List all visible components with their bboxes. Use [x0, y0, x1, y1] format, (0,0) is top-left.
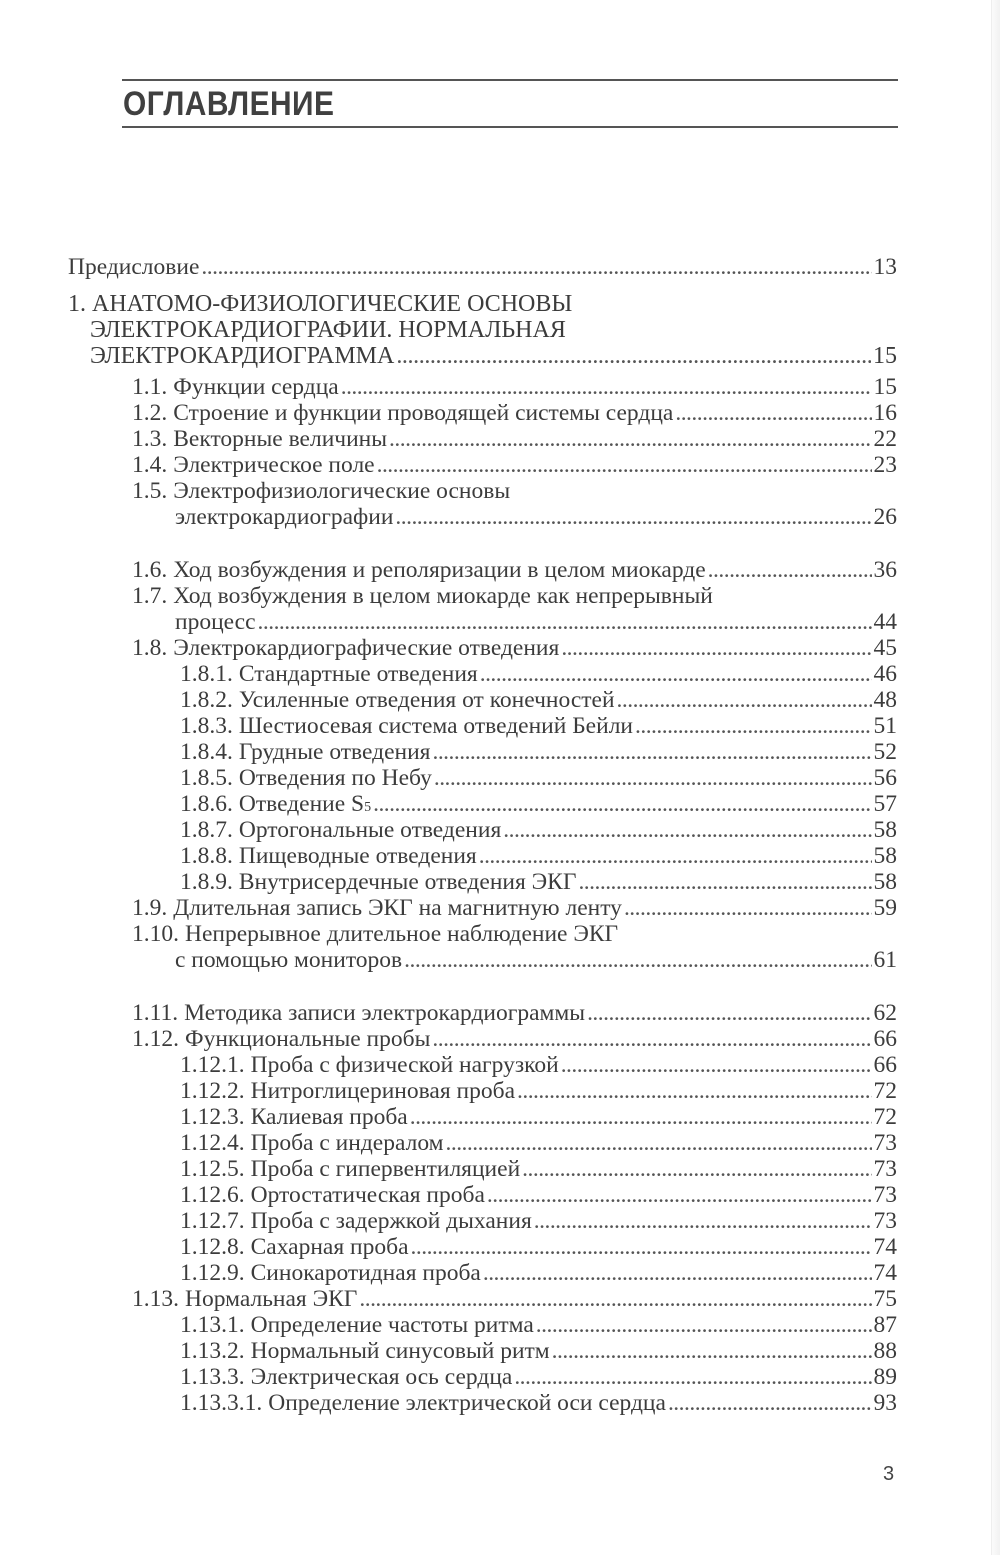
- toc-entry-page: 56: [873, 765, 897, 791]
- page-edge: [991, 0, 1000, 1555]
- toc-entry-title: Нормальная ЭКГ: [185, 1286, 358, 1312]
- toc-entry-title: Электрокардиографические отведения: [173, 635, 560, 661]
- dot-leader: [675, 401, 871, 426]
- toc-entry-title: Определение частоты ритма: [250, 1312, 534, 1338]
- dot-leader: [552, 1339, 872, 1364]
- toc-entry-page: 48: [873, 687, 897, 713]
- toc-entry-page: 44: [873, 609, 897, 635]
- toc-entry-title-continued: процесс: [175, 609, 256, 635]
- toc-entry-page: 23: [873, 452, 897, 478]
- toc-entry-page: 66: [873, 1052, 897, 1078]
- toc-entry-title-continued: с помощью мониторов: [175, 947, 403, 973]
- toc-entry-number: 1.8.5.: [180, 765, 233, 791]
- toc-entry-number: 1.7.: [132, 583, 168, 609]
- dot-leader: [536, 1313, 872, 1338]
- toc-entry-title: Методика записи электрокардиограммы: [184, 1000, 586, 1026]
- dot-leader: [708, 558, 872, 583]
- dot-leader: [258, 610, 872, 635]
- toc-entry-page: 88: [873, 1338, 897, 1364]
- toc-entry-title: Стандартные отведения: [238, 661, 478, 687]
- toc-entry-number: 1.13.2.: [180, 1338, 245, 1364]
- toc-entry-number: 1.12.: [132, 1026, 179, 1052]
- dot-leader: [534, 1209, 872, 1234]
- dot-leader: [587, 1001, 871, 1026]
- toc-entry-page: 26: [873, 504, 897, 530]
- toc-entry-number: 1.12.9.: [180, 1260, 245, 1286]
- dot-leader: [359, 1287, 871, 1312]
- dot-leader: [410, 1105, 872, 1130]
- toc-entry-title: Калиевая проба: [250, 1104, 408, 1130]
- toc-entry-number: 1.12.2.: [180, 1078, 245, 1104]
- toc-entry-page: 72: [873, 1104, 897, 1130]
- dot-leader: [395, 505, 871, 530]
- toc-entry-number: 1.5.: [132, 478, 168, 504]
- dot-leader: [483, 1261, 872, 1286]
- toc-entry-title: Синокаротидная проба: [250, 1260, 481, 1286]
- dot-leader: [389, 427, 871, 452]
- toc-entry-title: Функциональные пробы: [185, 1026, 431, 1052]
- toc-entry-title: Электрофизиологические основы: [173, 478, 511, 504]
- toc-entry-number: 1.13.: [132, 1286, 179, 1312]
- toc-entry-number: 1.12.5.: [180, 1156, 245, 1182]
- toc-entry-title: Функции сердца: [173, 374, 339, 400]
- toc-entry-page: 93: [873, 1390, 897, 1416]
- toc-entry-number: 1.6.: [132, 557, 168, 583]
- heading-rule-top: [122, 79, 898, 81]
- toc-entry-number: 1.11.: [132, 1000, 179, 1026]
- dot-leader: [522, 1157, 871, 1182]
- toc-entry-title: Грудные отведения: [238, 739, 431, 765]
- page-title: ОГЛАВЛЕНИЕ: [123, 85, 335, 123]
- toc-entry-title: Непрерывное длительное наблюдение ЭКГ: [185, 921, 619, 947]
- toc-entry-page: 74: [873, 1260, 897, 1286]
- toc-entry-number: 1.8.7.: [180, 817, 233, 843]
- toc-entry-page: 58: [873, 843, 897, 869]
- toc-entry-number: 1.12.7.: [180, 1208, 245, 1234]
- dot-leader: [517, 1079, 872, 1104]
- toc-entry-page: 51: [873, 713, 897, 739]
- dot-leader: [446, 1131, 872, 1156]
- dot-leader: [487, 1183, 872, 1208]
- dot-leader: [480, 662, 872, 687]
- toc-entry-number: 1.3.: [132, 426, 168, 452]
- toc-entry-number: 1.8.1.: [180, 661, 233, 687]
- toc-entry-number: 1.8.8.: [180, 843, 233, 869]
- toc-entry-title-continued: электрокардиографии: [175, 504, 394, 530]
- toc-entry-page: 66: [873, 1026, 897, 1052]
- toc-entry-page: 36: [873, 557, 897, 583]
- toc-entry-title: Электрическая ось сердца: [250, 1364, 513, 1390]
- toc-entry-number: 1.12.4.: [180, 1130, 245, 1156]
- toc-entry-page: 75: [873, 1286, 897, 1312]
- chapter-title-line-2: ЭЛЕКТРОКАРДИОГРАФИИ. НОРМАЛЬНАЯ: [90, 317, 566, 343]
- toc-entry-title: Предисловие: [68, 254, 200, 280]
- dot-leader: [479, 844, 872, 869]
- toc-entry-page: 22: [873, 426, 897, 452]
- toc-entry-page: 89: [873, 1364, 897, 1390]
- dot-leader: [624, 896, 872, 921]
- toc-entry-number: 1.12.6.: [180, 1182, 245, 1208]
- toc-entry-page: 59: [873, 895, 897, 921]
- dot-leader: [396, 344, 871, 369]
- toc-entry-page: 73: [873, 1208, 897, 1234]
- toc-entry-number: 1.8.4.: [180, 739, 233, 765]
- toc-entry-number: 1.1.: [132, 374, 168, 400]
- toc-entry-title: Ортостатическая проба: [250, 1182, 485, 1208]
- toc-entry-title: Шестиосевая система отведений Бейли: [238, 713, 633, 739]
- toc-entry-title: Пищеводные отведения: [238, 843, 477, 869]
- toc-entry-page: 58: [873, 869, 897, 895]
- dot-leader: [434, 766, 872, 791]
- toc-entry-number: 1.9.: [132, 895, 168, 921]
- toc-entry-title: Векторные величины: [173, 426, 388, 452]
- dot-leader: [411, 1235, 872, 1260]
- toc-entry-page: 87: [873, 1312, 897, 1338]
- heading-rule-bottom: [122, 126, 898, 128]
- toc-entry-number: 1.10.: [132, 921, 179, 947]
- dot-leader: [578, 870, 871, 895]
- toc-entry-number: 1.12.1.: [180, 1052, 245, 1078]
- toc-entry-page: 13: [873, 254, 897, 280]
- toc-entry-page: 57: [873, 791, 897, 817]
- toc-entry-number: 1.4.: [132, 452, 168, 478]
- toc-entry-number: 1.12.3.: [180, 1104, 245, 1130]
- toc-entry-title: Отведение S: [238, 791, 365, 817]
- toc-entry-page: 46: [873, 661, 897, 687]
- page-number: 3: [883, 1463, 895, 1485]
- toc-entry-title: Проба с гипервентиляцией: [250, 1156, 521, 1182]
- toc-entry-page: 16: [873, 400, 897, 426]
- toc-entry-page: 73: [873, 1156, 897, 1182]
- toc-entry-number: 1.8.2.: [180, 687, 233, 713]
- chapter-title-line-3: ЭЛЕКТРОКАРДИОГРАММА: [90, 343, 395, 369]
- dot-leader: [503, 818, 871, 843]
- toc-entry-page: 15: [873, 374, 897, 400]
- dot-leader: [668, 1391, 872, 1416]
- toc-entry-subscript: 5: [364, 800, 372, 815]
- toc-entry-number: 1.13.3.1.: [180, 1390, 263, 1416]
- toc-entry-number: 1.8.: [132, 635, 168, 661]
- toc-entry-number: 1.12.8.: [180, 1234, 245, 1260]
- toc-entry-number: 1.8.6.: [180, 791, 233, 817]
- dot-leader: [432, 740, 871, 765]
- dot-leader: [373, 792, 871, 817]
- dot-leader: [514, 1365, 871, 1390]
- toc-entry-number: 1.8.3.: [180, 713, 233, 739]
- chapter-number: 1.: [68, 291, 86, 317]
- toc-entry-page: 58: [873, 817, 897, 843]
- toc-entry-title: Проба с индералом: [250, 1130, 444, 1156]
- dot-leader: [617, 688, 872, 713]
- toc-entry-title: Ортогональные отведения: [238, 817, 502, 843]
- toc-entry-page: 52: [873, 739, 897, 765]
- toc-entry-title: Внутрисердечные отведения ЭКГ: [238, 869, 577, 895]
- toc-entry-page: 45: [873, 635, 897, 661]
- toc-entry-title: Проба с задержкой дыхания: [250, 1208, 532, 1234]
- toc-entry-title: Электрическое поле: [173, 452, 375, 478]
- toc-entry-number: 1.2.: [132, 400, 168, 426]
- dot-leader: [635, 714, 872, 739]
- toc-entry-page: 72: [873, 1078, 897, 1104]
- toc-entry-page: 15: [873, 343, 897, 369]
- dot-leader: [561, 1053, 872, 1078]
- toc-entry-number: 1.13.3.: [180, 1364, 245, 1390]
- toc-entry-page: 62: [873, 1000, 897, 1026]
- toc-entry-title: Длительная запись ЭКГ на магнитную ленту: [173, 895, 622, 921]
- toc-entry-title: Проба с физической нагрузкой: [250, 1052, 559, 1078]
- dot-leader: [404, 948, 871, 973]
- toc-entry-title: Ход возбуждения и реполяризации в целом миокарде: [173, 557, 706, 583]
- dot-leader: [561, 636, 871, 661]
- toc-entry-number: 1.13.1.: [180, 1312, 245, 1338]
- toc-entry-page: 61: [873, 947, 897, 973]
- toc-entry-page: 73: [873, 1130, 897, 1156]
- dot-leader: [341, 375, 872, 400]
- toc-entry-title: Нитроглицериновая проба: [250, 1078, 515, 1104]
- dot-leader: [377, 453, 872, 478]
- chapter-title-line-1: АНАТОМО-ФИЗИОЛОГИЧЕСКИЕ ОСНОВЫ: [92, 291, 573, 317]
- toc-entry-title: Ход возбуждения в целом миокарде как непрерывный: [173, 583, 713, 609]
- toc-entry-title: Отведения по Небу: [238, 765, 432, 791]
- toc-entry-title: Сахарная проба: [250, 1234, 409, 1260]
- dot-leader: [201, 255, 871, 280]
- toc-entry-page: 73: [873, 1182, 897, 1208]
- toc-entry-number: 1.8.9.: [180, 869, 233, 895]
- toc-entry-title: Нормальный синусовый ритм: [250, 1338, 550, 1364]
- toc-entry-title: Определение электрической оси сердца: [268, 1390, 666, 1416]
- toc-entry-title: Строение и функции проводящей системы сердца: [173, 400, 674, 426]
- toc-entry-title: Усиленные отведения от конечностей: [238, 687, 615, 713]
- dot-leader: [432, 1027, 871, 1052]
- toc-entry-page: 74: [873, 1234, 897, 1260]
